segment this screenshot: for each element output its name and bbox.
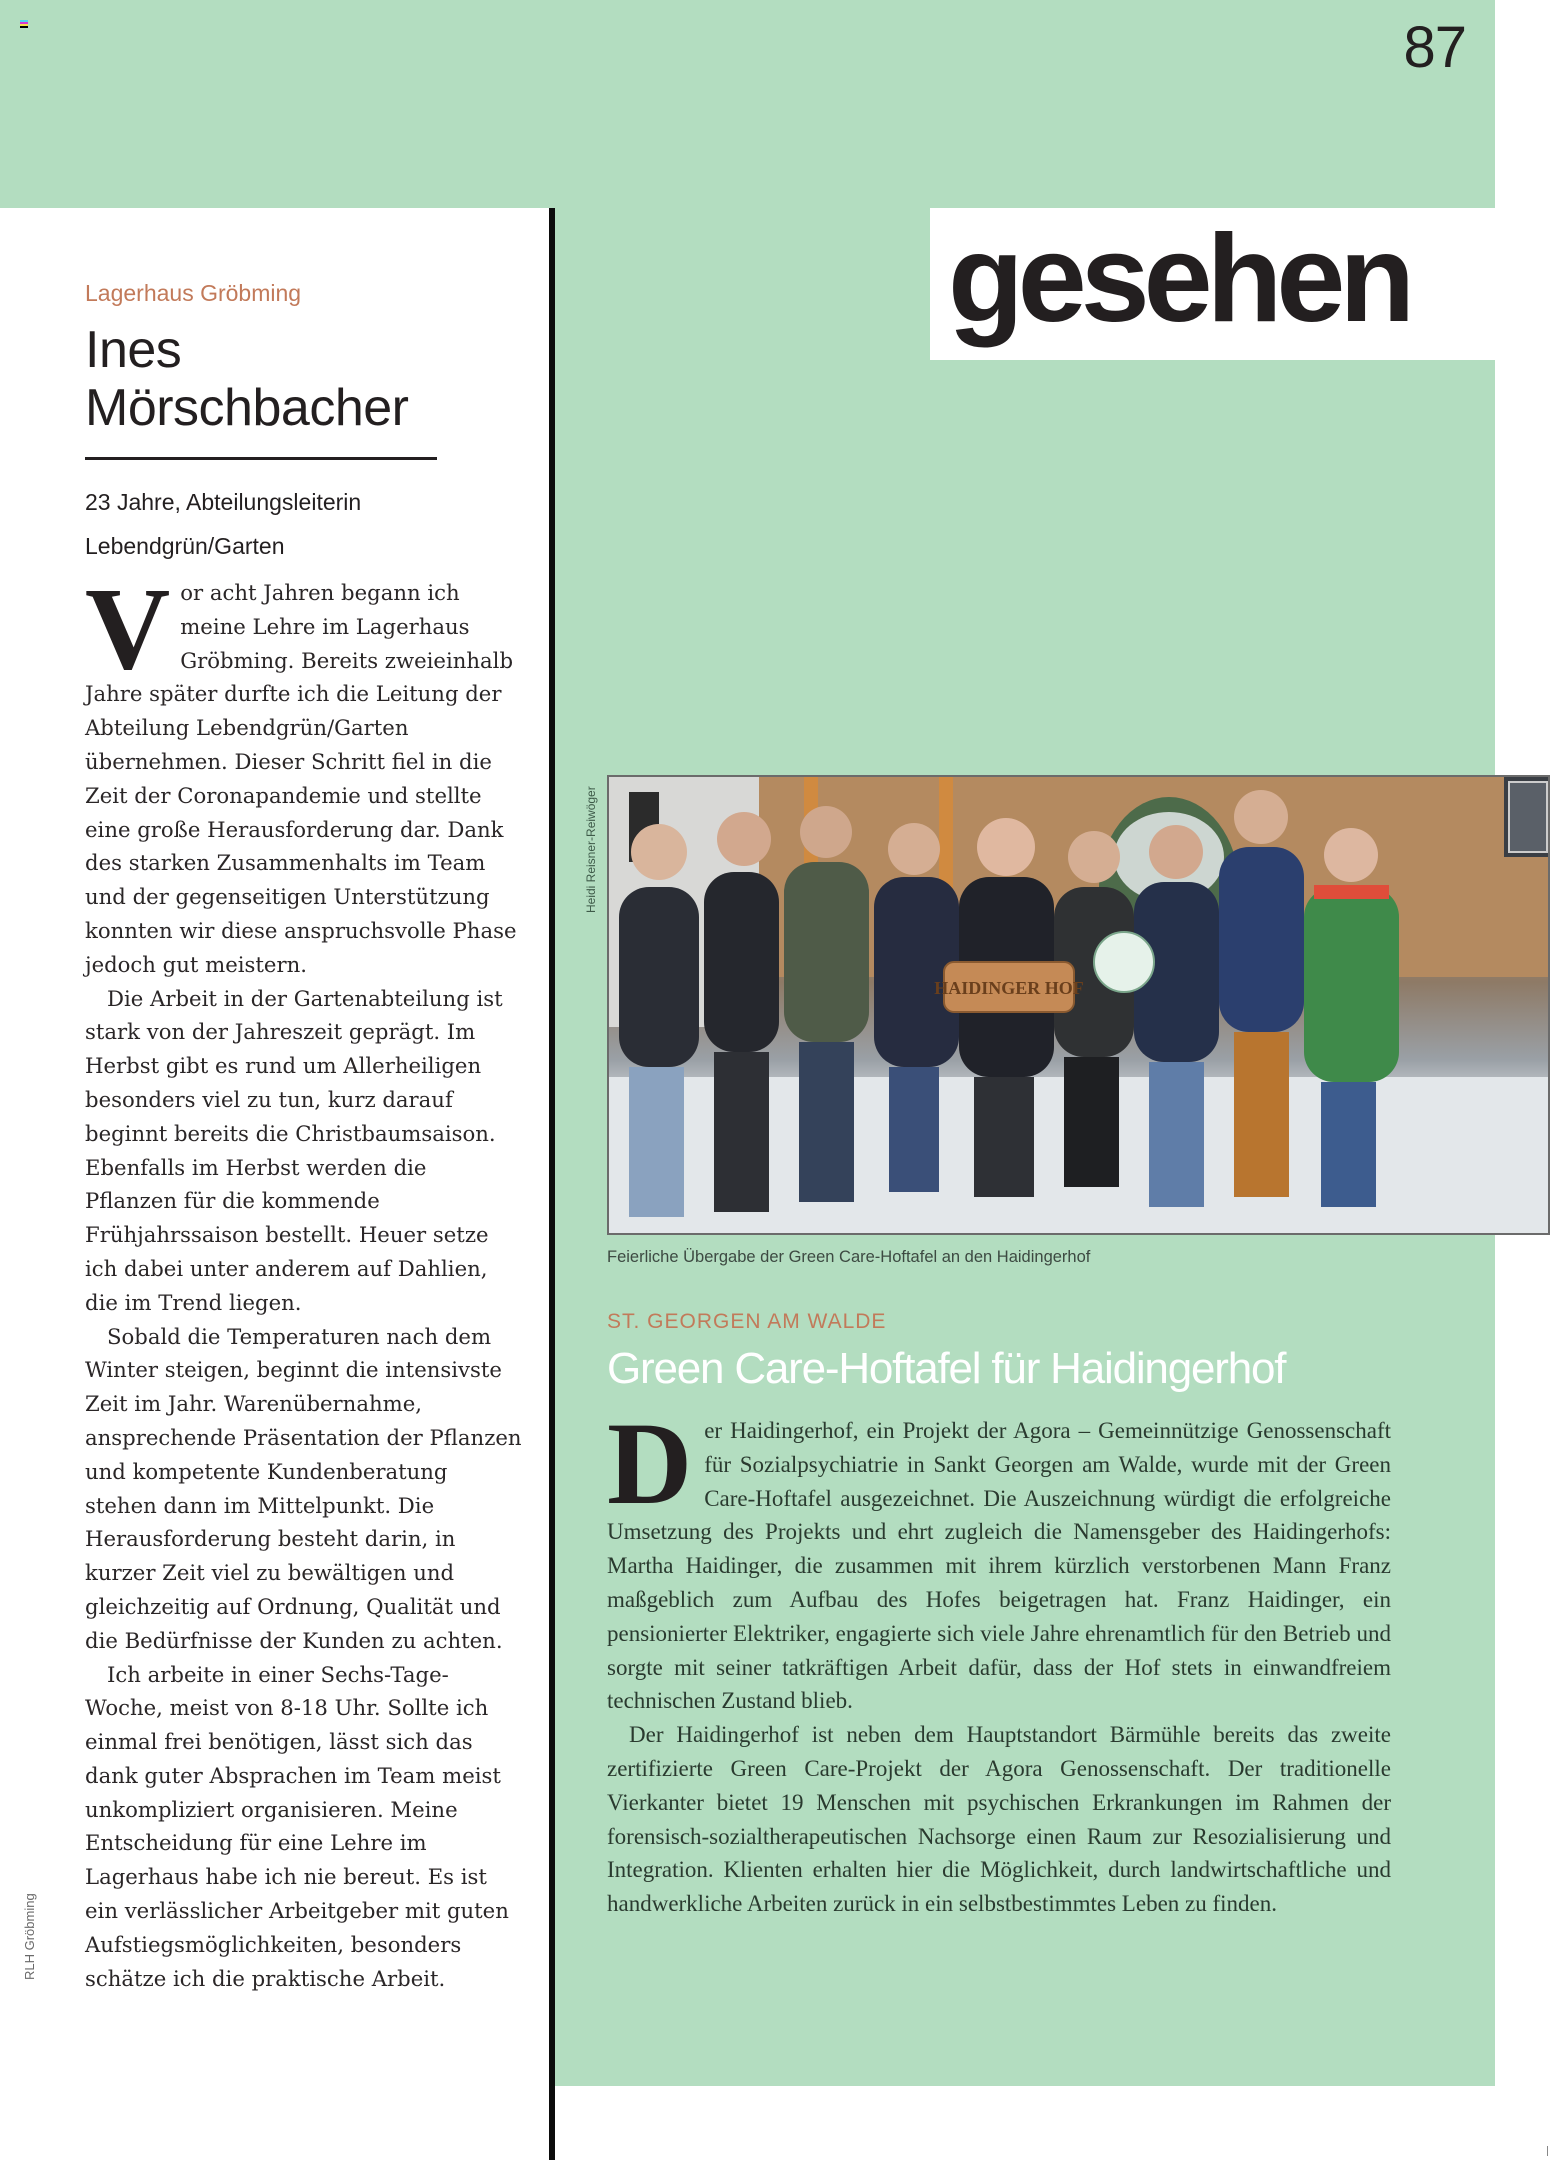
photo-credit: Heidi Reisner-Reiwöger: [584, 786, 598, 913]
left-paragraph-2: Die Arbeit in der Gartenabteilung ist stark von der Jahreszeit geprägt. Im Herbst gibt es rund um Allerheiligen besonders viel zu tun, kurz darauf beginnt bereits die Christbaumsaison. Ebenfalls im Herbst werden die Pflanzen für die kommende Frühjahrssaison bestellt. Heuer setze ich dabei unter anderem auf Dahlien, die im Trend liegen.: [85, 985, 503, 1315]
dropcap: V: [85, 563, 171, 694]
right-paragraph-1: Der Haidingerhof, ein Projekt der Agora – Gemeinnützige Genossenschaft für Sozialpsychiatrie in Sankt Georgen am Walde, wurde mit der Green Care-Hoftafel ausgezeichnet. Die Auszeichnung würdigt die erfolgreiche Umsetzung des Projekts und ehrt zugleich die Namensgeber des Haidingerhofs: Martha Haidinger, die zusammen mit ihrem kürzlich verstorbenen Mann Franz maßgeblich zum Aufbau des Hofes beigetragen hat. Franz Haidinger, ein pensionierter Elektriker, engagierte sich viele Jahre ehrenamtlich für den Betrieb und sorgte mit seiner tatkräftigen Arbeit dafür, dass der Hof stets in einwandfreiem technischen Zustand blieb.: [607, 1398, 1391, 1714]
left-paragraph-4: Ich arbeite in einer Sechs-Tage-Woche, meist von 8-18 Uhr. Sollte ich einmal frei benötigen, lässt sich das dank guter Absprachen im Team meist unkompliziert organisieren. Meine Entscheidung für eine Lehre im Lagerhaus habe ich nie bereut. Es ist ein verlässlicher Arbeitgeber mit guten Aufstiegsmöglichkeiten, besonders schätze ich die praktische Arbeit.: [85, 1661, 509, 1991]
rubric-title: gesehen: [948, 210, 1410, 348]
right-kicker: ST. GEORGEN AM WALDE: [607, 1310, 887, 1333]
left-paragraph-1: Vor acht Jahren begann ich meine Lehre im Lagerhaus Gröbming. Bereits zweieinhalb Jahre später durfte ich die Leitung der Abteilung Lebendgrün/Garten übernehmen. Dieser Schritt fiel in die Zeit der Coronapandemie und stellte eine große Herausforderung dar. Dank des starken Zusammenhalts im Team und der gegenseitigen Unterstützung konnten wir diese anspruchsvolle Phase jedoch gut meistern.: [85, 563, 517, 977]
left-photo-credit: RLH Gröbming: [22, 1893, 37, 1980]
meta-department: Lebendgrün/Garten: [85, 533, 285, 559]
right-body: [607, 1398, 1391, 1921]
group-photo: [607, 775, 1550, 1235]
name-last: Mörschbacher: [85, 379, 409, 437]
page-number: 87: [1403, 15, 1466, 80]
meta-age-role: 23 Jahre, Abteilungsleiterin: [85, 489, 362, 515]
wooden-sign-text: HAIDINGER HOF: [934, 978, 1084, 998]
rubric-box: [930, 208, 1495, 360]
column-divider: [549, 208, 555, 2160]
right-paragraph-2: Der Haidingerhof ist neben dem Hauptstandort Bärmühle bereits das zweite zertifizierte Green Care-Projekt der Agora Genossenschaft. Der traditionelle Vierkanter bietet 19 Menschen mit psychischen Erkrankungen im Rahmen der forensisch-sozialtherapeutischen Nachsorge einen Raum zur Resozialisierung und Integration. Klienten erhalten hier die Möglichkeit, durch landwirtschaftliche und handwerkliche Arbeiten zurück in ein selbstbestimmtes Leben zu finden.: [607, 1722, 1391, 1917]
dropcap: D: [607, 1398, 693, 1529]
person-meta: [85, 480, 525, 568]
group-photo-illustration: [609, 777, 1550, 1235]
crop-mark: [1547, 2146, 1548, 2156]
green-care-plaque: [1094, 932, 1154, 992]
photo-caption: Feierliche Übergabe der Green Care-Hoftafel an den Haidingerhof: [607, 1248, 1091, 1266]
article-headline: Green Care-Hoftafel für Haidingerhof: [607, 1344, 1286, 1393]
left-body: [85, 563, 525, 1995]
left-paragraph-3: Sobald die Temperaturen nach dem Winter steigen, beginnt die intensivste Zeit im Jahr. Warenübernahme, ansprechende Präsentation der Pflanzen und kompetente Kundenberatung stehen dann im Mittelpunkt. Die Herausforderung besteht darin, in kurzer Zeit viel zu bewältigen und gleichzeitig auf Ordnung, Qualität und die Bedürfnisse der Kunden zu achten.: [85, 1323, 522, 1653]
header-band: [0, 0, 1495, 208]
name-underline: [85, 457, 437, 460]
name-first: Ines: [85, 321, 182, 379]
left-article: [85, 280, 525, 1995]
print-registration-mark: [20, 20, 28, 28]
left-kicker: Lagerhaus Gröbming: [85, 280, 302, 306]
person-name: [85, 321, 525, 437]
